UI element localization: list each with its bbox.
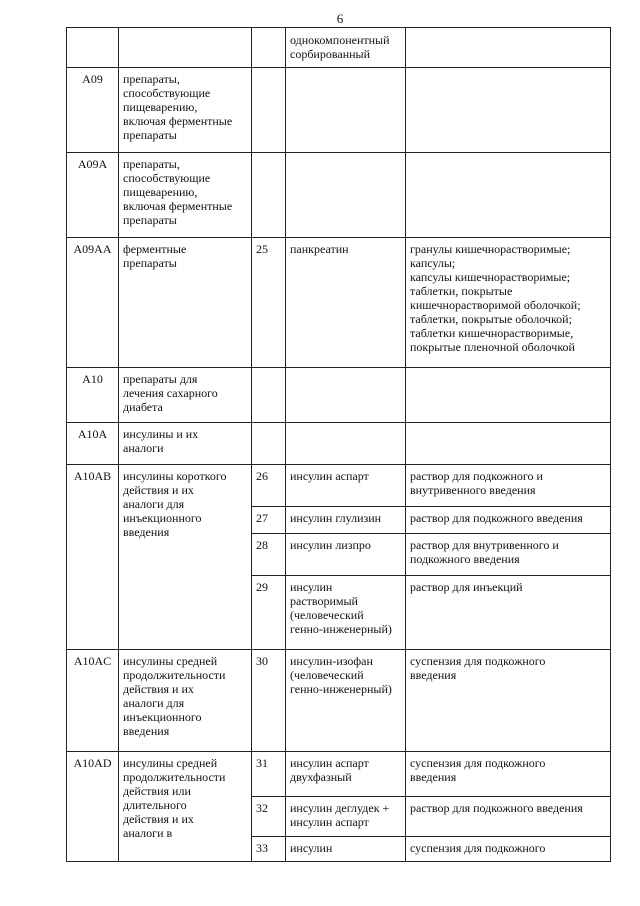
dosage-form-cell: суспензия для подкожного bbox=[406, 837, 611, 862]
item-number-cell bbox=[252, 368, 286, 423]
drug-name-cell: инсулин растворимый (человеческий генно-инженерный) bbox=[286, 576, 406, 650]
drug-name-cell: инсулин аспарт двухфазный bbox=[286, 752, 406, 797]
group-name-cell: ферментные препараты bbox=[119, 238, 252, 368]
atc-code-cell bbox=[67, 28, 119, 68]
atc-code-cell: A10AC bbox=[67, 650, 119, 752]
drug-name-cell: инсулин bbox=[286, 837, 406, 862]
dosage-form-cell: гранулы кишечнорастворимые; капсулы; капсулы кишечнорастворимые; таблетки, покрытые кишечнорастворимой оболочкой; таблетки, покрытые оболочкой; таблетки кишечнорастворимые, покрытые пленочной оболочкой bbox=[406, 238, 611, 368]
dosage-form-cell: раствор для подкожного и внутривенного введения bbox=[406, 465, 611, 507]
dosage-form-cell bbox=[406, 368, 611, 423]
atc-code-cell: A10 bbox=[67, 368, 119, 423]
item-number-cell: 29 bbox=[252, 576, 286, 650]
dosage-form-cell bbox=[406, 28, 611, 68]
drug-name-cell: инсулин лизпро bbox=[286, 534, 406, 576]
group-name-cell: инсулины и их аналоги bbox=[119, 423, 252, 465]
dosage-form-cell: суспензия для подкожного введения bbox=[406, 650, 611, 752]
drug-name-cell bbox=[286, 423, 406, 465]
atc-code-cell: A10A bbox=[67, 423, 119, 465]
page-number: 6 bbox=[336, 11, 344, 26]
table-row bbox=[67, 423, 611, 465]
group-name-cell: препараты, способствующие пищеварению, включая ферментные препараты bbox=[119, 68, 252, 153]
item-number-cell: 26 bbox=[252, 465, 286, 507]
table-row bbox=[67, 752, 611, 797]
medication-table bbox=[66, 27, 611, 862]
item-number-cell bbox=[252, 153, 286, 238]
atc-code-cell: A10AD bbox=[67, 752, 119, 862]
item-number-cell: 28 bbox=[252, 534, 286, 576]
item-number-cell bbox=[252, 68, 286, 153]
atc-code-cell: A09 bbox=[67, 68, 119, 153]
table-row bbox=[67, 238, 611, 368]
dosage-form-cell: раствор для инъекций bbox=[406, 576, 611, 650]
item-number-cell: 25 bbox=[252, 238, 286, 368]
drug-name-cell bbox=[286, 68, 406, 153]
dosage-form-cell bbox=[406, 423, 611, 465]
item-number-cell: 33 bbox=[252, 837, 286, 862]
item-number-cell: 32 bbox=[252, 797, 286, 837]
dosage-form-cell: раствор для подкожного введения bbox=[406, 797, 611, 837]
drug-name-cell: инсулин глулизин bbox=[286, 507, 406, 534]
drug-name-cell: панкреатин bbox=[286, 238, 406, 368]
atc-code-cell: A10AB bbox=[67, 465, 119, 650]
drug-name-cell bbox=[286, 368, 406, 423]
group-name-cell: инсулины короткого действия и их аналоги для инъекционного введения bbox=[119, 465, 252, 650]
item-number-cell bbox=[252, 423, 286, 465]
table-row bbox=[67, 650, 611, 752]
drug-name-cell: инсулин-изофан (человеческий генно-инженерный) bbox=[286, 650, 406, 752]
group-name-cell: инсулины средней продолжительности действия или длительного действия и их аналоги в bbox=[119, 752, 252, 862]
drug-name-cell: инсулин аспарт bbox=[286, 465, 406, 507]
dosage-form-cell: раствор для подкожного введения bbox=[406, 507, 611, 534]
atc-code-cell: A09A bbox=[67, 153, 119, 238]
item-number-cell: 27 bbox=[252, 507, 286, 534]
item-number-cell: 31 bbox=[252, 752, 286, 797]
item-number-cell: 30 bbox=[252, 650, 286, 752]
dosage-form-cell bbox=[406, 68, 611, 153]
dosage-form-cell: суспензия для подкожного введения bbox=[406, 752, 611, 797]
table-row bbox=[67, 153, 611, 238]
dosage-form-cell bbox=[406, 153, 611, 238]
table-row bbox=[67, 465, 611, 507]
table-row bbox=[67, 368, 611, 423]
group-name-cell bbox=[119, 28, 252, 68]
drug-name-cell bbox=[286, 153, 406, 238]
table-row bbox=[67, 28, 611, 68]
table-row bbox=[67, 68, 611, 153]
group-name-cell: препараты для лечения сахарного диабета bbox=[119, 368, 252, 423]
group-name-cell: инсулины средней продолжительности действия и их аналоги для инъекционного введения bbox=[119, 650, 252, 752]
item-number-cell bbox=[252, 28, 286, 68]
group-name-cell: препараты, способствующие пищеварению, включая ферментные препараты bbox=[119, 153, 252, 238]
drug-name-cell: инсулин деглудек + инсулин аспарт bbox=[286, 797, 406, 837]
atc-code-cell: A09AA bbox=[67, 238, 119, 368]
drug-name-cell: однокомпонентный сорбированный bbox=[286, 28, 406, 68]
dosage-form-cell: раствор для внутривенного и подкожного введения bbox=[406, 534, 611, 576]
